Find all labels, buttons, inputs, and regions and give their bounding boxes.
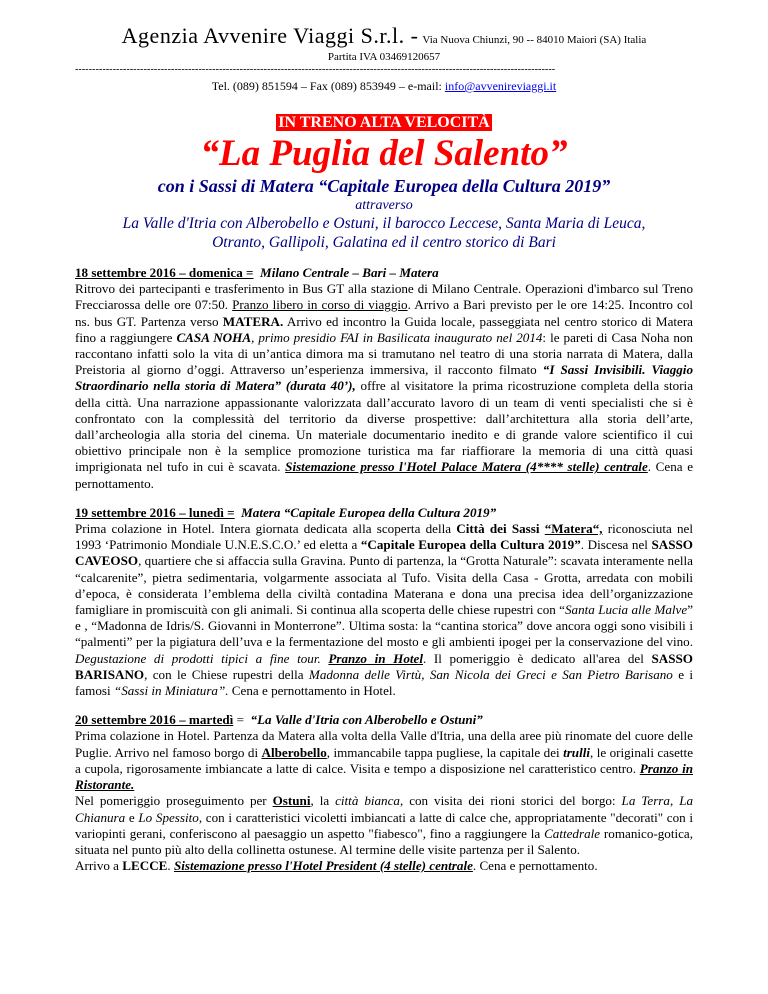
email-link[interactable]: info@avvenireviaggi.it xyxy=(444,79,557,93)
day-2-heading xyxy=(75,505,693,521)
day-3-route: “La Valle d'Itria con Alberobello e Ostuni” xyxy=(250,712,483,728)
contact-phone-fax: Tel. (089) 851594 – Fax (089) 853949 – e-mail: xyxy=(211,79,445,93)
page-title: “La Puglia del Salento” xyxy=(200,133,568,174)
day-1-route: Milano Centrale – Bari – Matera xyxy=(260,265,439,280)
day-3-text-afternoon: Nel pomeriggio proseguimento per Ostuni, la città bianca, con visita dei rioni storici del borgo: La Terra, La Chianura e Lo Spessito, con i caratteristici vicoletti imbiancati a latte di calce che, appropriatamente "decorati" con i variopinti gerani, conferiscono al paesaggio un aspetto "fiabesco", fino a raggiungere la Cattedrale romanico-gotica, situata nel punto più alto della collinetta ostunese. Al termine delle visite partenza per il Salento. xyxy=(75,793,694,857)
day-1-section xyxy=(75,265,693,492)
agency-name: Agenzia Avvenire Viaggi S.r.l. - xyxy=(121,23,419,48)
day-2-section xyxy=(75,505,693,699)
day-3-equals: = xyxy=(233,712,244,728)
train-badge: IN TRENO ALTA VELOCITÀ xyxy=(278,114,490,131)
day-2-date: 19 settembre 2016 – lunedì = xyxy=(75,504,235,520)
document-page xyxy=(75,22,693,874)
day-2-text: Prima colazione in Hotel. Intera giornata dedicata alla scoperta della Città dei Sassi “Matera“, riconosciuta nel 1993 ‘Patrimonio Mondiale U.N.E.S.C.O.’ ed eletta a “Capitale Europea della Cultura 2019”. Discesa nel SASSO CAVEOSO, quartiere che si affaccia sulla Gravina. Punto di partenza, la “Grotta Naturale”: scavata interamente nella “calcarenite”, pietra sedimentaria, volgarmente associata al Tufo. Visita della Casa - Grotta, arredata con mobili d’epoca, è considerata l’emblema della civiltà contadina Materana e dona una precisa idea dell’organizzazione famigliare in promiscuità con gli animali. Si continua alla scoperta delle chiese rupestri con “Santa Lucia alle Malve” e , “Madonna de Idris/S. Giovanni in Monterrone”. Ultima sosta: la “cantina storica” dove ancora oggi sono visibili i “palmenti” per la pigiatura dell’uva e la fermentazione del mosto e gli ambienti ipogei per la conservazione del vino. Degustazione di prodotti tipici a fine tour. Pranzo in Hotel. Il pomeriggio è dedicato all'area del SASSO BARISANO, con le Chiese rupestri della Madonna delle Virtù, San Nicola dei Greci e San Pietro Barisano e i famosi “Sassi in Miniatura”. Cena e pernottamento in Hotel. xyxy=(75,521,693,699)
day-2-route: Matera “Capitale Europea della Cultura 2019” xyxy=(241,504,497,520)
train-badge-wrap xyxy=(75,114,693,132)
agency-header xyxy=(75,22,693,54)
page-subtitle: con i Sassi di Matera “Capitale Europea della Cultura 2019” xyxy=(157,176,611,196)
tour-line-1: La Valle d'Itria con Alberobello e Ostuni, il barocco Leccese, Santa Maria di Leuca, xyxy=(122,215,646,232)
day-1-heading xyxy=(75,265,693,281)
day-3-text-arrival: Arrivo a LECCE. Sistemazione presso l'Hotel President (4 stelle) centrale. Cena e pernottamento. xyxy=(75,858,598,874)
vat-number: Partita IVA 03469120657 xyxy=(327,51,441,63)
day-3-heading xyxy=(75,712,693,728)
through-label: attraverso xyxy=(355,198,413,213)
day-3-date: 20 settembre 2016 – martedì xyxy=(75,712,234,728)
day-3-text: Prima colazione in Hotel. Partenza da Matera alla volta della Valle d'Itria, una della aree più rinomate del cuore delle Puglie. Arrivo nel famoso borgo di Alberobello, immancabile tappa pugliese, la capitale dei trulli, le originali casette a cupola, rigorosamente imbiancate a latte di calce. Visita e tempo a disposizione nel caratteristico centro. Pranzo in Ristorante. xyxy=(75,728,694,793)
day-3-section xyxy=(75,712,693,874)
day-1-text: Ritrovo dei partecipanti e trasferimento in Bus GT alla stazione di Milano Centrale. Operazioni d'imbarco sul Treno Frecciarossa delle ore 07:50. Pranzo libero in corso di viaggio. Arrivo a Bari previsto per le ore 14:25. Incontro col ns. bus GT. Partenza verso MATERA. Arrivo ed incontro la Guida locale, passeggiata nel centro storico di Matera fino a raggiungere CASA NOHA, primo presidio FAI in Basilicata inaugurato nel 2014: le pareti di Casa Noha non raccontano infatti solo la vita di un’antica dimora ma si tramutano nel teatro di una storia narrata di Matera, dalla Preistoria al giorno d’oggi. Attraverso un’esperienza immersiva, il racconto filmato “I Sassi Invisibili. Viaggio Straordinario nella storia di Matera” (durata 40’), offre al visitatore la prima ricostruzione completa della storia della città. Una narrazione appassionante valorizzata dall’accurato lavoro di un team di venti specialisti che si è confrontato con la complessità del territorio da diverse prospettive: dall’architettura alla storia dell’arte, dall’archeologia alla storia del cinema. Un materiale documentario inedito e di grande valore scientifico il cui obiettivo principale non è la semplice promozione turistica ma far riaffiorare la memoria di una città quasi imprigionata nel tufo in cui è scavata. Sistemazione presso l'Hotel Palace Matera (4**** stelle) centrale. Cena e pernottamento. xyxy=(75,281,694,491)
contact-line xyxy=(75,78,693,94)
tour-line-2: Otranto, Gallipoli, Galatina ed il centro storico di Bari xyxy=(212,234,556,251)
agency-address: Via Nuova Chiunzi, 90 -- 84010 Maiori (SA) Italia xyxy=(422,34,647,46)
day-1-date: 18 settembre 2016 – domenica = xyxy=(75,265,254,280)
header-separator: -------------------------------------------------------------------------------------------------------------------------------------------- xyxy=(75,64,556,75)
